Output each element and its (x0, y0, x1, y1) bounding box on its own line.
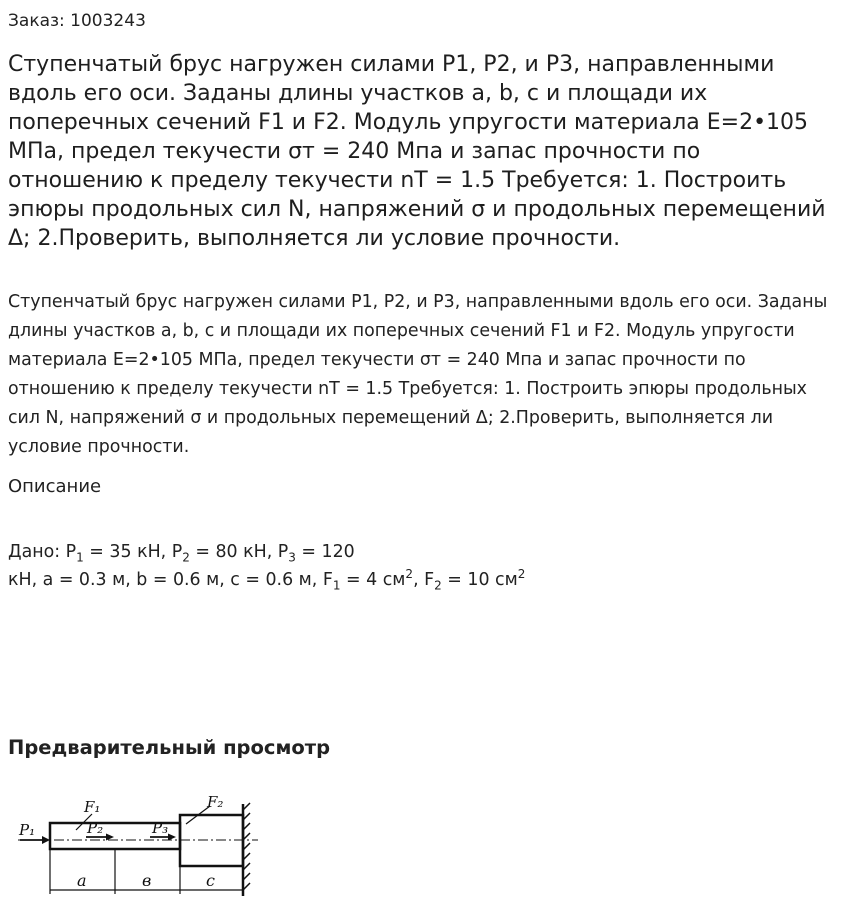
preview-heading: Предварительный просмотр (8, 736, 331, 759)
problem-title: Ступенчатый брус нагружен силами P1, P2, и P3, направленными вдоль его оси. Заданы длины участков a, b, c и площади их поперечных сечений F1 и F2. Модуль упругости материала E=2•105 МПа, предел текучести σт = 240 Мпа и запас прочности по отношению к пределу текучести nT = 1.5 Требуется: 1. Построить эпюры продольных сил N, напряжений σ и продольных перемещений Δ; 2.Проверить, выполняется ли условие прочности. (8, 52, 826, 251)
a-label: a (77, 871, 87, 890)
p2-subscript: 2 (182, 550, 190, 565)
p1-value: = 35 кН, P (83, 542, 183, 562)
description-heading: Описание (8, 476, 102, 497)
given-data (8, 538, 840, 594)
given-prefix: Дано: P (8, 542, 77, 562)
order-number: Заказ: 1003243 (8, 11, 146, 31)
p3-subscript: 3 (288, 550, 296, 565)
f1-value: = 4 см (340, 570, 406, 590)
p3-label: P₃ (152, 819, 169, 837)
p1-label: P₁ (19, 821, 36, 839)
f1-label: F₁ (84, 798, 101, 816)
p1-subscript: 1 (76, 550, 84, 565)
b-label: в (142, 871, 152, 890)
stepped-bar-diagram (14, 790, 264, 902)
f1-superscript: 2 (405, 567, 414, 582)
f2-label: F₂ (207, 793, 224, 811)
c-label: c (206, 871, 215, 890)
f2-subscript: 2 (434, 578, 442, 593)
p2-label: P₂ (87, 819, 104, 837)
p2-value: = 80 кН, P (189, 542, 289, 562)
f2-value: = 10 см (441, 570, 518, 590)
given-line2: кН, a = 0.3 м, b = 0.6 м, c = 0.6 м, F (8, 570, 333, 590)
f2-prefix: , F (413, 570, 435, 590)
preview-figure (14, 790, 264, 902)
f2-superscript: 2 (517, 567, 526, 582)
problem-body: Ступенчатый брус нагружен силами P1, P2, и P3, направленными вдоль его оси. Заданы длины участков a, b, c и площади их поперечных сечений F1 и F2. Модуль упругости материала E=2•105 МПа, предел текучести σт = 240 Мпа и запас прочности по отношению к пределу текучести nT = 1.5 Требуется: 1. Построить эпюры продольных сил N, напряжений σ и продольных перемещений Δ; 2.Проверить, выполняется ли условие прочности. (8, 292, 828, 457)
p3-value: = 120 (295, 542, 355, 562)
f1-subscript: 1 (332, 578, 341, 593)
